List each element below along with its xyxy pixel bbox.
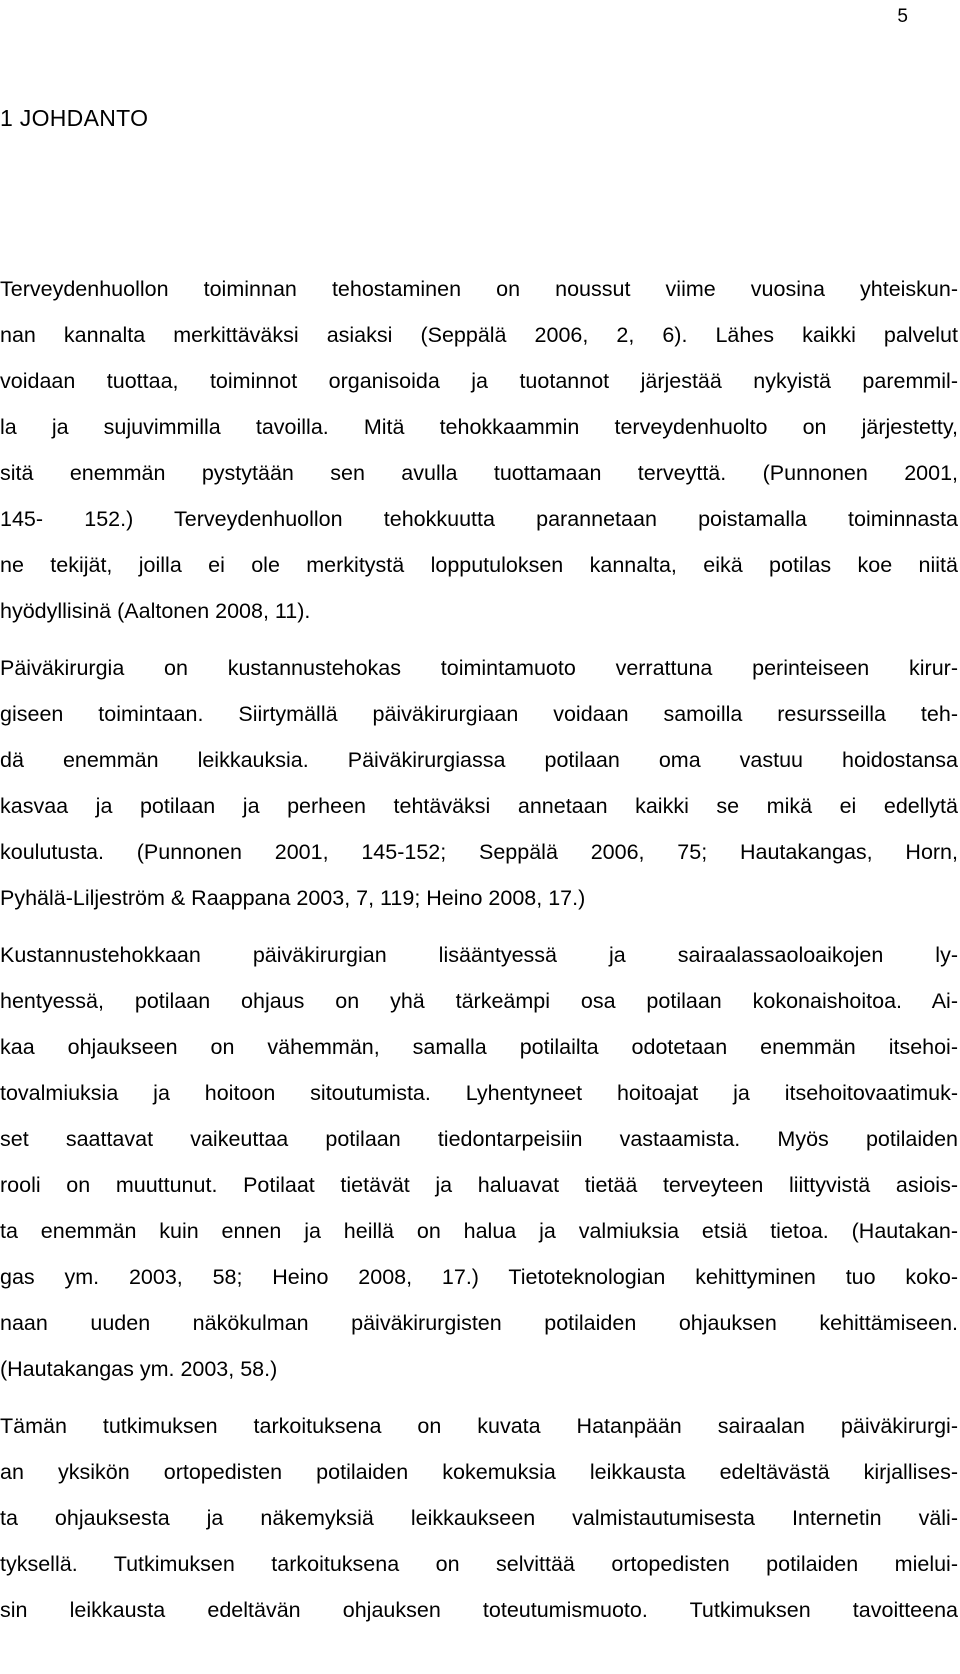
chapter-heading: 1 JOHDANTO: [0, 105, 149, 131]
paragraph-3: [0, 932, 958, 1392]
text-line: hentyessä, potilaan ohjaus on yhä tärkeämpi osa potilaan kokonaishoitoa. Ai-: [0, 989, 958, 1013]
text-line: ta enemmän kuin ennen ja heillä on halua ja valmiuksia etsiä tietoa. (Hautakan-: [0, 1219, 958, 1243]
text-line: gas ym. 2003, 58; Heino 2008, 17.) Tietoteknologian kehittyminen tuo koko-: [0, 1265, 958, 1289]
text-line: tyksellä. Tutkimuksen tarkoituksena on selvittää ortopedisten potilaiden mielui-: [0, 1552, 958, 1576]
text-line: (Hautakangas ym. 2003, 58.): [0, 1357, 278, 1381]
text-line: set saattavat vaikeuttaa potilaan tiedontarpeisiin vastaamista. Myös potilaiden: [0, 1127, 958, 1151]
text-line: tovalmiuksia ja hoitoon sitoutumista. Lyhentyneet hoitoajat ja itsehoitovaatimuk-: [0, 1081, 958, 1105]
paragraph-1: [0, 266, 958, 634]
text-line: la ja sujuvimmilla tavoilla. Mitä tehokkaammin terveydenhuolto on järjestetty,: [0, 415, 958, 439]
text-line: Päiväkirurgia on kustannustehokas toimintamuoto verrattuna perinteiseen kirur-: [0, 656, 958, 680]
text-line: rooli on muuttunut. Potilaat tietävät ja haluavat tietää terveyteen liittyvistä asiois-: [0, 1173, 958, 1197]
text-line: koulutusta. (Punnonen 2001, 145-152; Seppälä 2006, 75; Hautakangas, Horn,: [0, 840, 958, 864]
text-line: giseen toimintaan. Siirtymällä päiväkirurgiaan voidaan samoilla resursseilla teh-: [0, 702, 958, 726]
text-line: naan uuden näkökulman päiväkirurgisten potilaiden ohjauksen kehittämiseen.: [0, 1311, 958, 1335]
paragraph-2: [0, 645, 958, 921]
text-line: sin leikkausta edeltävän ohjauksen toteutumismuoto. Tutkimuksen tavoitteena: [0, 1598, 958, 1622]
text-line: dä enemmän leikkauksia. Päiväkirurgiassa potilaan oma vastuu hoidostansa: [0, 748, 958, 772]
text-line: kaa ohjaukseen on vähemmän, samalla potilailta odotetaan enemmän itsehoi-: [0, 1035, 958, 1059]
text-line: an yksikön ortopedisten potilaiden kokemuksia leikkausta edeltävästä kirjallises-: [0, 1460, 958, 1484]
text-line: kasvaa ja potilaan ja perheen tehtäväksi annetaan kaikki se mikä ei edellytä: [0, 794, 958, 818]
text-line: Tämän tutkimuksen tarkoituksena on kuvata Hatanpään sairaalan päiväkirurgi-: [0, 1414, 958, 1438]
page-number: 5: [897, 6, 908, 27]
text-line: voidaan tuottaa, toiminnot organisoida ja tuotannot järjestää nykyistä paremmil-: [0, 369, 958, 393]
text-line: ne tekijät, joilla ei ole merkitystä lopputuloksen kannalta, eikä potilas koe niitä: [0, 553, 958, 577]
text-line: Terveydenhuollon toiminnan tehostaminen on noussut viime vuosina yhteiskun-: [0, 277, 958, 301]
text-line: Kustannustehokkaan päiväkirurgian lisääntyessä ja sairaalassaoloaikojen ly-: [0, 943, 958, 967]
paragraph-4: [0, 1403, 958, 1633]
text-line: nan kannalta merkittäväksi asiaksi (Seppälä 2006, 2, 6). Lähes kaikki palvelut: [0, 323, 958, 347]
text-line: hyödyllisinä (Aaltonen 2008, 11).: [0, 599, 311, 623]
text-line: ta ohjauksesta ja näkemyksiä leikkaukseen valmistautumisesta Internetin väli-: [0, 1506, 958, 1530]
text-line: sitä enemmän pystytään sen avulla tuottamaan terveyttä. (Punnonen 2001,: [0, 461, 958, 485]
text-line: 145- 152.) Terveydenhuollon tehokkuutta parannetaan poistamalla toiminnasta: [0, 507, 958, 531]
text-line: Pyhälä-Liljeström & Raappana 2003, 7, 119; Heino 2008, 17.): [0, 886, 586, 910]
document-body: [0, 266, 958, 1633]
